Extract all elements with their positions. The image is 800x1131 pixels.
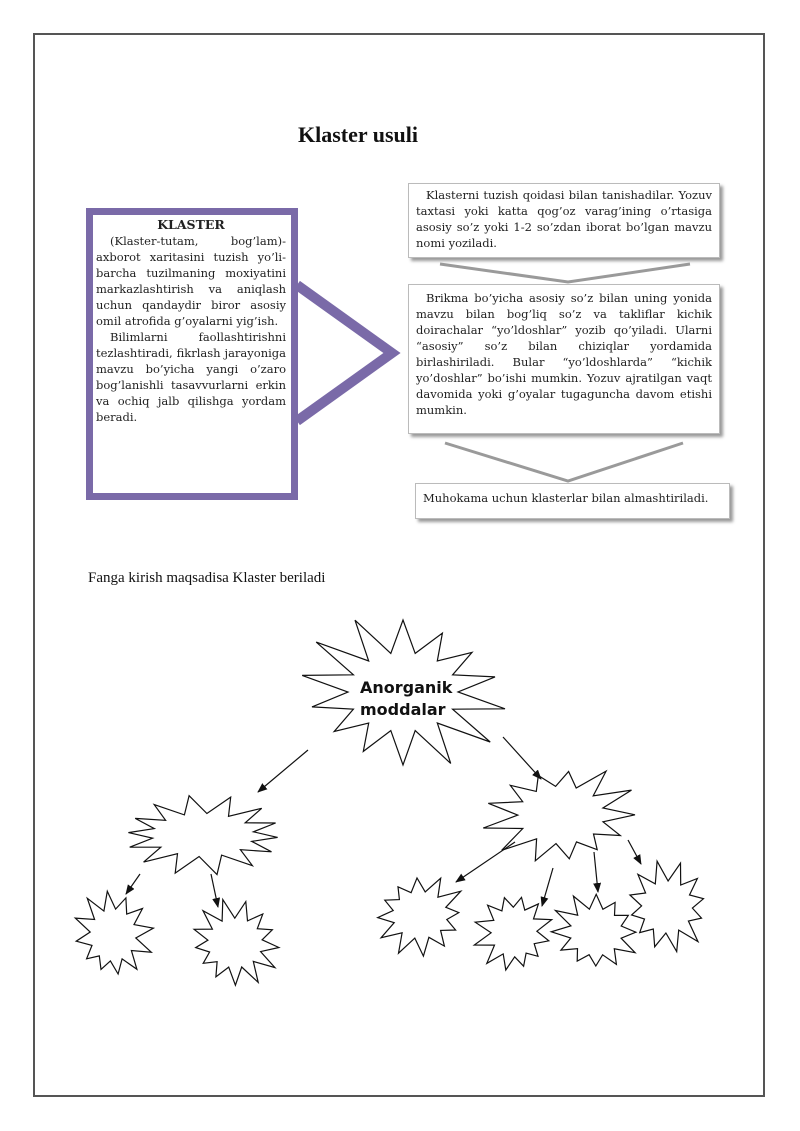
connector-arrow — [628, 840, 641, 864]
step-text: Brikma bo’yicha asosiy so’z bilan uning yonida mavzu bilan bog’liq so’z va takliflar kichik doirachalar “yo’ldoshlar” yozib qo’yiladi. Ularni “asosiy” so’z bilan chiziqlar yordamida birlashiriladi. Bular “yo’ldoshlarda” “kichik yo’doshlar” bo’ishi mumkin. Yozuv ajratilgan vaqt davomida yoki g’oyalar tugaguncha davom etishi mumkin. — [416, 291, 712, 417]
connector-arrow — [456, 842, 515, 882]
cluster-node — [128, 796, 277, 875]
cluster-node — [75, 891, 153, 974]
connector-arrow — [211, 874, 218, 907]
cluster-node — [474, 897, 551, 970]
klaster-heading: KLASTER — [157, 217, 225, 232]
connector-arrow — [542, 868, 553, 906]
down-arrow-2 — [445, 443, 683, 481]
cluster-node — [551, 894, 636, 966]
step-text: Muhokama uchun klasterlar bilan almashtiriladi. — [423, 491, 709, 505]
cluster-node — [630, 861, 704, 951]
down-arrow-1 — [440, 264, 690, 282]
connector-arrow — [126, 874, 140, 894]
connector-arrow — [594, 852, 598, 892]
cluster-node — [378, 878, 461, 956]
step-box-3 — [415, 483, 730, 519]
intro-text: Fanga kirish maqsadisa Klaster beriladi — [88, 570, 326, 586]
connector-arrow — [503, 737, 541, 779]
cluster-node — [194, 900, 279, 986]
step-text: Klasterni tuzish qoidasi bilan tanishadilar. Yozuv taxtasi yoki katta qog’oz varag’ining o’rtasiga asosiy so’z yoki 1-2 so’zdan iborat bo’lgan mavzu nomi yoziladi. — [416, 188, 712, 250]
page-title: Klaster usuli — [297, 122, 418, 147]
cluster-root-label: Anorganik moddalar — [360, 678, 453, 719]
connector-arrow — [258, 750, 308, 792]
klaster-paragraph: Bilimlarni faollashtirishni tezlashtiradi, fikrlash jarayoniga mavzu bo’yicha yangi o’zaro bog’lanishli tasavvurlarni erkin va ochiq jalb qilishga yordam beradi. — [96, 330, 286, 424]
chevron-arrow — [297, 285, 392, 421]
step-box-2 — [408, 284, 720, 434]
klaster-definition — [96, 217, 286, 425]
step-box-1 — [408, 183, 720, 258]
klaster-paragraph: (Klaster-tutam, bog’lam)-axborot xaritasini tuzish yo’li-barcha tuzilmaning moxiyatini markazlashtirish va aniqlash uchun qandaydir biror asosiy omil atrofida g’oyalarni yig’ish. — [96, 234, 286, 328]
